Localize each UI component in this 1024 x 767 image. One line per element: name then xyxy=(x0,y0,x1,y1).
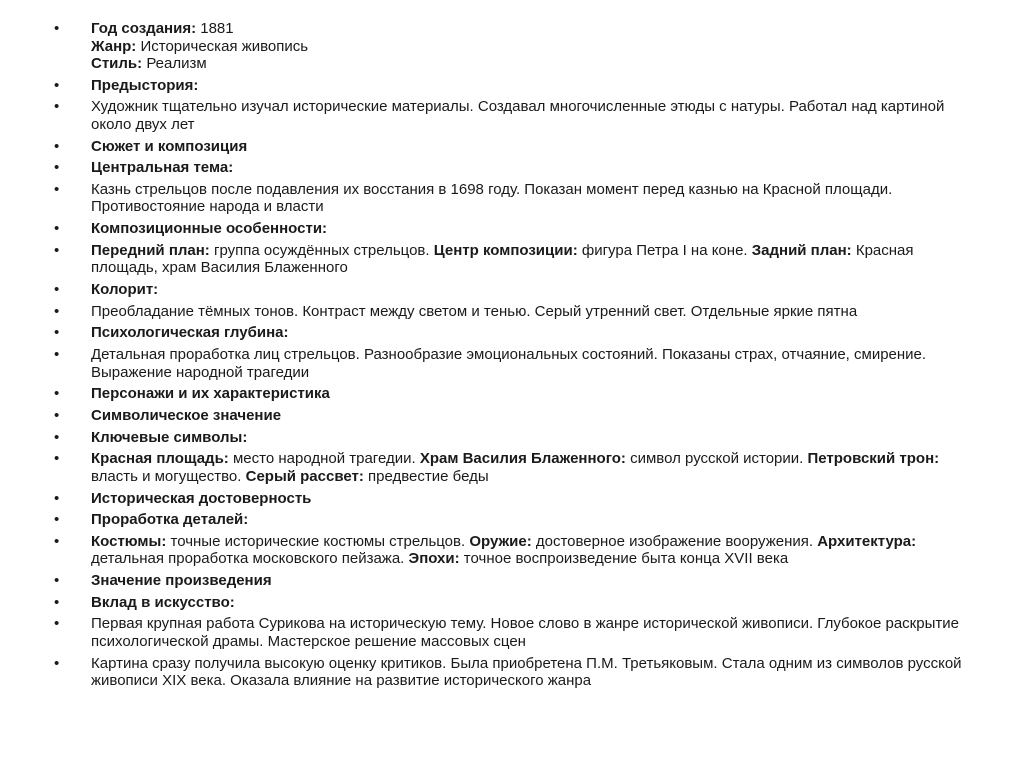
body-text: Детальная проработка лиц стрельцов. Разнообразие эмоциональных состояний. Показаны страх, отчаяние, смирение. Выражение народной трагедии xyxy=(91,346,927,381)
segment-text: власть и могущество. xyxy=(91,467,246,485)
list-item-symbols xyxy=(54,450,974,485)
meta-genre xyxy=(91,38,974,56)
bullet-icon: • xyxy=(54,159,60,177)
list-item-heading xyxy=(54,138,974,156)
bullet-icon: • xyxy=(54,302,60,320)
body-text: Казнь стрельцов после подавления их восстания в 1698 году. Показан момент перед казнью на Красной площади. Противостояние народа и власти xyxy=(91,180,893,216)
bullet-icon: • xyxy=(54,654,60,672)
list-item-text xyxy=(54,655,974,690)
heading-text: Историческая достоверность xyxy=(91,489,312,507)
bullet-icon: • xyxy=(54,511,60,529)
segment-text: место народной трагедии. xyxy=(228,450,420,468)
bullet-icon: • xyxy=(54,593,60,611)
body-text: Картина сразу получила высокую оценку критиков. Была приобретена П.М. Третьяковым. Стала одним из символов русской живописи XIX века. Оказала влияние на развитие исторического жанра xyxy=(91,654,962,690)
segment-label: Петровский трон: xyxy=(807,450,940,468)
segment-label: Красная площадь: xyxy=(91,450,229,468)
bullet-icon: • xyxy=(54,406,60,424)
segment-text: достоверное изображение вооружения. xyxy=(531,532,818,550)
segment-label: Костюмы: xyxy=(91,532,167,550)
list-item-details xyxy=(54,533,974,568)
bullet-icon: • xyxy=(54,385,60,403)
list-item-heading xyxy=(54,281,974,299)
list-item-metadata xyxy=(54,20,974,73)
segment-label: Эпохи: xyxy=(408,550,460,568)
segment-text: Красная площадь, храм Василия Блаженного xyxy=(91,241,914,277)
meta-genre-value: Историческая живопись xyxy=(136,37,309,55)
bullet-icon: • xyxy=(54,428,60,446)
bullet-icon: • xyxy=(54,532,60,550)
list-item-text xyxy=(54,346,974,381)
bullet-icon: • xyxy=(54,572,60,590)
list-item-heading xyxy=(54,407,974,425)
bullet-icon: • xyxy=(54,241,60,259)
bullet-icon: • xyxy=(54,137,60,155)
list-item-heading xyxy=(54,77,974,95)
segment-label: Передний план: xyxy=(91,241,210,259)
heading-text: Символическое значение xyxy=(91,406,282,424)
heading-text: Персонажи и их характеристика xyxy=(91,385,330,403)
list-item-text xyxy=(54,615,974,650)
list-item-text xyxy=(54,181,974,216)
segment-text: точное воспроизведение быта конца XVII века xyxy=(459,550,789,568)
heading-text: Центральная тема: xyxy=(91,159,234,177)
segment-label: Задний план: xyxy=(751,241,852,259)
heading-text: Композиционные особенности: xyxy=(91,220,328,238)
segment-label: Центр композиции: xyxy=(433,241,578,259)
bullet-icon: • xyxy=(54,489,60,507)
segment-text: группа осуждённых стрельцов. xyxy=(209,241,434,259)
list-item-heading xyxy=(54,572,974,590)
meta-year-label: Год создания: xyxy=(91,20,197,37)
segment-text: точные исторические костюмы стрельцов. xyxy=(166,532,470,550)
body-text: Первая крупная работа Сурикова на историческую тему. Новое слово в жанре исторической живописи. Глубокое раскрытие психологической драмы. Мастерское решение массовых сцен xyxy=(91,615,959,650)
heading-text: Колорит: xyxy=(91,281,159,298)
bullet-icon: • xyxy=(54,450,60,468)
segment-label: Серый рассвет: xyxy=(245,467,364,485)
list-item-heading xyxy=(54,220,974,238)
meta-style-value: Реализм xyxy=(142,55,207,72)
heading-text: Сюжет и композиция xyxy=(91,137,248,155)
bullet-icon: • xyxy=(54,346,60,364)
bullet-icon: • xyxy=(54,180,60,198)
bullet-icon: • xyxy=(54,76,60,94)
segment-label: Храм Василия Блаженного: xyxy=(419,450,626,468)
list-item-heading xyxy=(54,385,974,403)
heading-text: Проработка деталей: xyxy=(91,511,249,529)
heading-text: Психологическая глубина: xyxy=(91,324,289,342)
meta-year xyxy=(91,20,974,38)
heading-text: Предыстория: xyxy=(91,76,199,94)
segment-label: Архитектура: xyxy=(817,532,917,550)
list-item-heading xyxy=(54,159,974,177)
list-item-text xyxy=(54,303,974,321)
bullet-icon: • xyxy=(54,20,60,37)
heading-text: Ключевые символы: xyxy=(91,428,248,446)
bullet-icon: • xyxy=(54,220,60,238)
body-text: Преобладание тёмных тонов. Контраст между светом и тенью. Серый утренний свет. Отдельные яркие пятна xyxy=(91,302,858,320)
meta-genre-label: Жанр: xyxy=(91,37,137,55)
bullet-list xyxy=(54,20,974,694)
bullet-icon: • xyxy=(54,98,60,116)
segment-label: Оружие: xyxy=(469,532,532,550)
meta-year-value: 1881 xyxy=(196,20,234,37)
bullet-icon: • xyxy=(54,615,60,633)
list-item-heading xyxy=(54,324,974,342)
list-item-heading xyxy=(54,594,974,612)
list-item-text xyxy=(54,98,974,133)
body-text: Художник тщательно изучал исторические материалы. Создавал многочисленные этюды с натуры. Работал над картиной около двух лет xyxy=(91,98,945,133)
segment-text: детальная проработка московского пейзажа. xyxy=(91,550,409,568)
meta-style-label: Стиль: xyxy=(91,55,143,72)
heading-text: Вклад в искусство: xyxy=(91,593,235,611)
segment-text: предвестие беды xyxy=(363,467,489,485)
bullet-icon: • xyxy=(54,281,60,298)
list-item-heading xyxy=(54,511,974,529)
segment-text: фигура Петра I на коне. xyxy=(577,241,752,259)
segment-text: символ русской истории. xyxy=(625,450,808,468)
bullet-icon: • xyxy=(54,324,60,342)
list-item-heading xyxy=(54,429,974,447)
list-item-heading xyxy=(54,490,974,508)
meta-style xyxy=(91,55,974,73)
list-item-composition xyxy=(54,242,974,277)
heading-text: Значение произведения xyxy=(91,572,272,590)
